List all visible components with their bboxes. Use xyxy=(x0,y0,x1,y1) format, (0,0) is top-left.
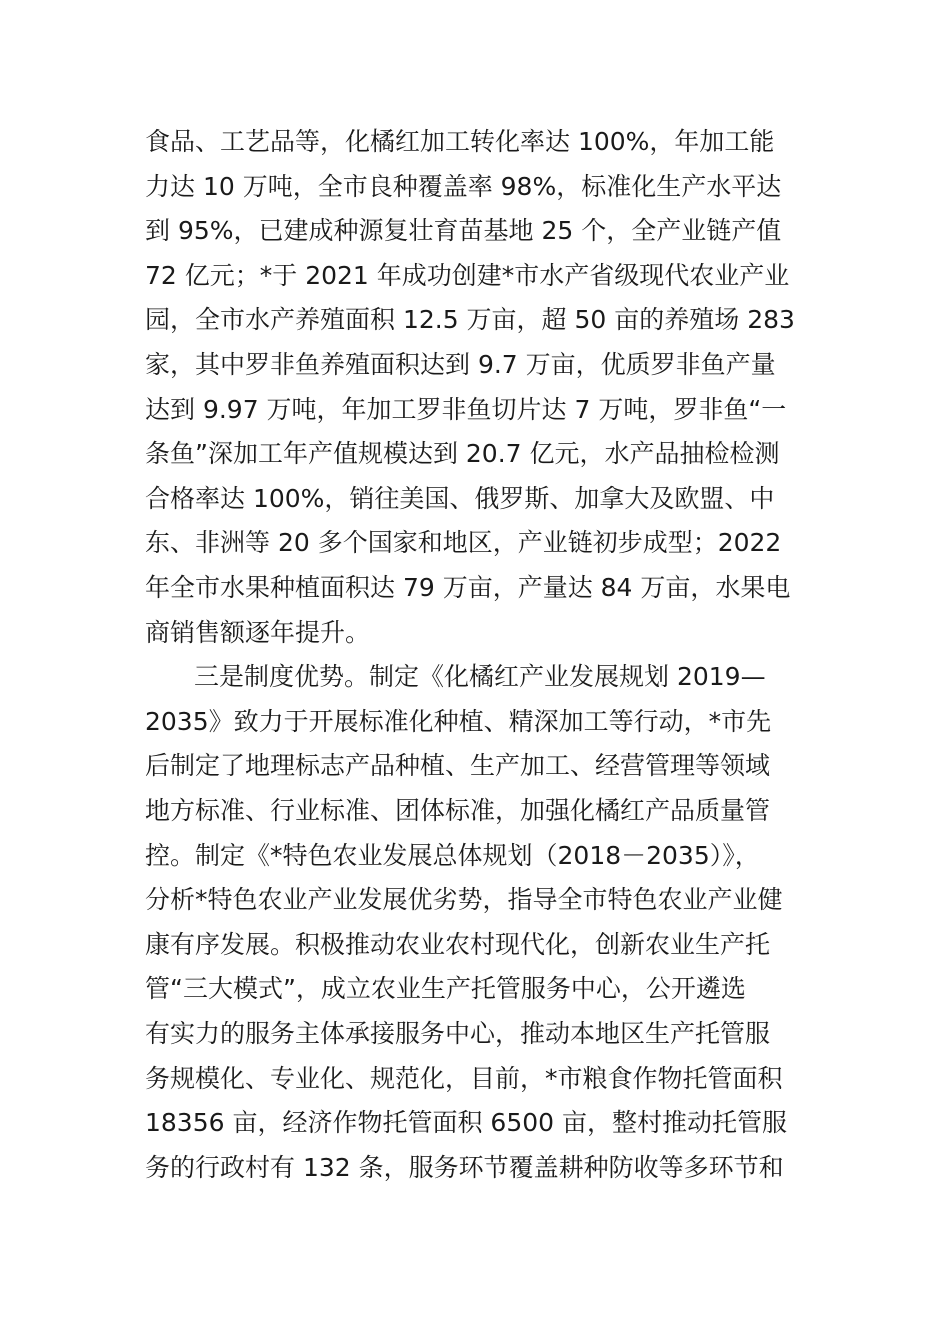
text-line: 力达 10 万吨，全市良种覆盖率 98%，标准化生产水平达 xyxy=(145,171,782,201)
text-line: 条鱼”深加工年产值规模达到 20.7 亿元，水产品抽检检测 xyxy=(145,439,780,469)
text-line: 商销售额逐年提升。 xyxy=(145,617,371,647)
text-line: 控。制定《*特色农业发展总体规划（2018－2035）》， xyxy=(145,840,760,870)
text-line: 家，其中罗非鱼养殖面积达到 9.7 万亩，优质罗非鱼产量 xyxy=(145,350,776,379)
text-line: 三是制度优势。制定《化橘红产业发展规划 2019— xyxy=(194,662,766,692)
text-line: 务的行政村有 132 条，服务环节覆盖耕种防收等多环节和 xyxy=(145,1152,784,1182)
text-line: 合格率达 100%，销往美国、俄罗斯、加拿大及欧盟、中 xyxy=(145,483,775,513)
text-line: 有实力的服务主体承接服务中心，推动本地区生产托管服 xyxy=(145,1019,771,1048)
text-line: 康有序发展。积极推动农业农村现代化，创新农业生产托 xyxy=(145,929,771,959)
text-line: 达到 9.97 万吨，年加工罗非鱼切片达 7 万吨，罗非鱼“一 xyxy=(145,394,787,424)
text-line: 2035》致力于开展标准化种植、精深加工等行动，*市先 xyxy=(145,706,772,736)
text-line: 年全市水果种植面积达 79 万亩，产量达 84 万亩，水果电 xyxy=(145,573,791,602)
text-line: 分析*特色农业产业发展优劣势，指导全市特色农业产业健 xyxy=(145,885,783,915)
text-line: 园，全市水产养殖面积 12.5 万亩，超 50 亩的养殖场 283 xyxy=(145,305,795,335)
text-line: 管“三大模式”，成立农业生产托管服务中心，公开遴选 xyxy=(145,974,746,1004)
text-line: 食品、工艺品等，化橘红加工转化率达 100%，年加工能 xyxy=(145,127,775,156)
text-line: 东、非洲等 20 多个国家和地区，产业链初步成型；2022 xyxy=(145,528,782,558)
text-line: 18356 亩，经济作物托管面积 6500 亩，整村推动托管服 xyxy=(145,1108,787,1138)
text-line: 地方标准、行业标准、团体标准，加强化橘红产品质量管 xyxy=(145,796,771,825)
text-line: 后制定了地理标志产品种植、生产加工、经营管理等领域 xyxy=(145,751,771,781)
text-line: 到 95%，已建成种源复壮育苗基地 25 个，全产业链产值 xyxy=(145,216,782,246)
text-line: 72 亿元；*于 2021 年成功创建*市水产省级现代农业产业 xyxy=(145,260,790,290)
text-line: 务规模化、专业化、规范化，目前，*市粮食作物托管面积 xyxy=(145,1063,783,1093)
